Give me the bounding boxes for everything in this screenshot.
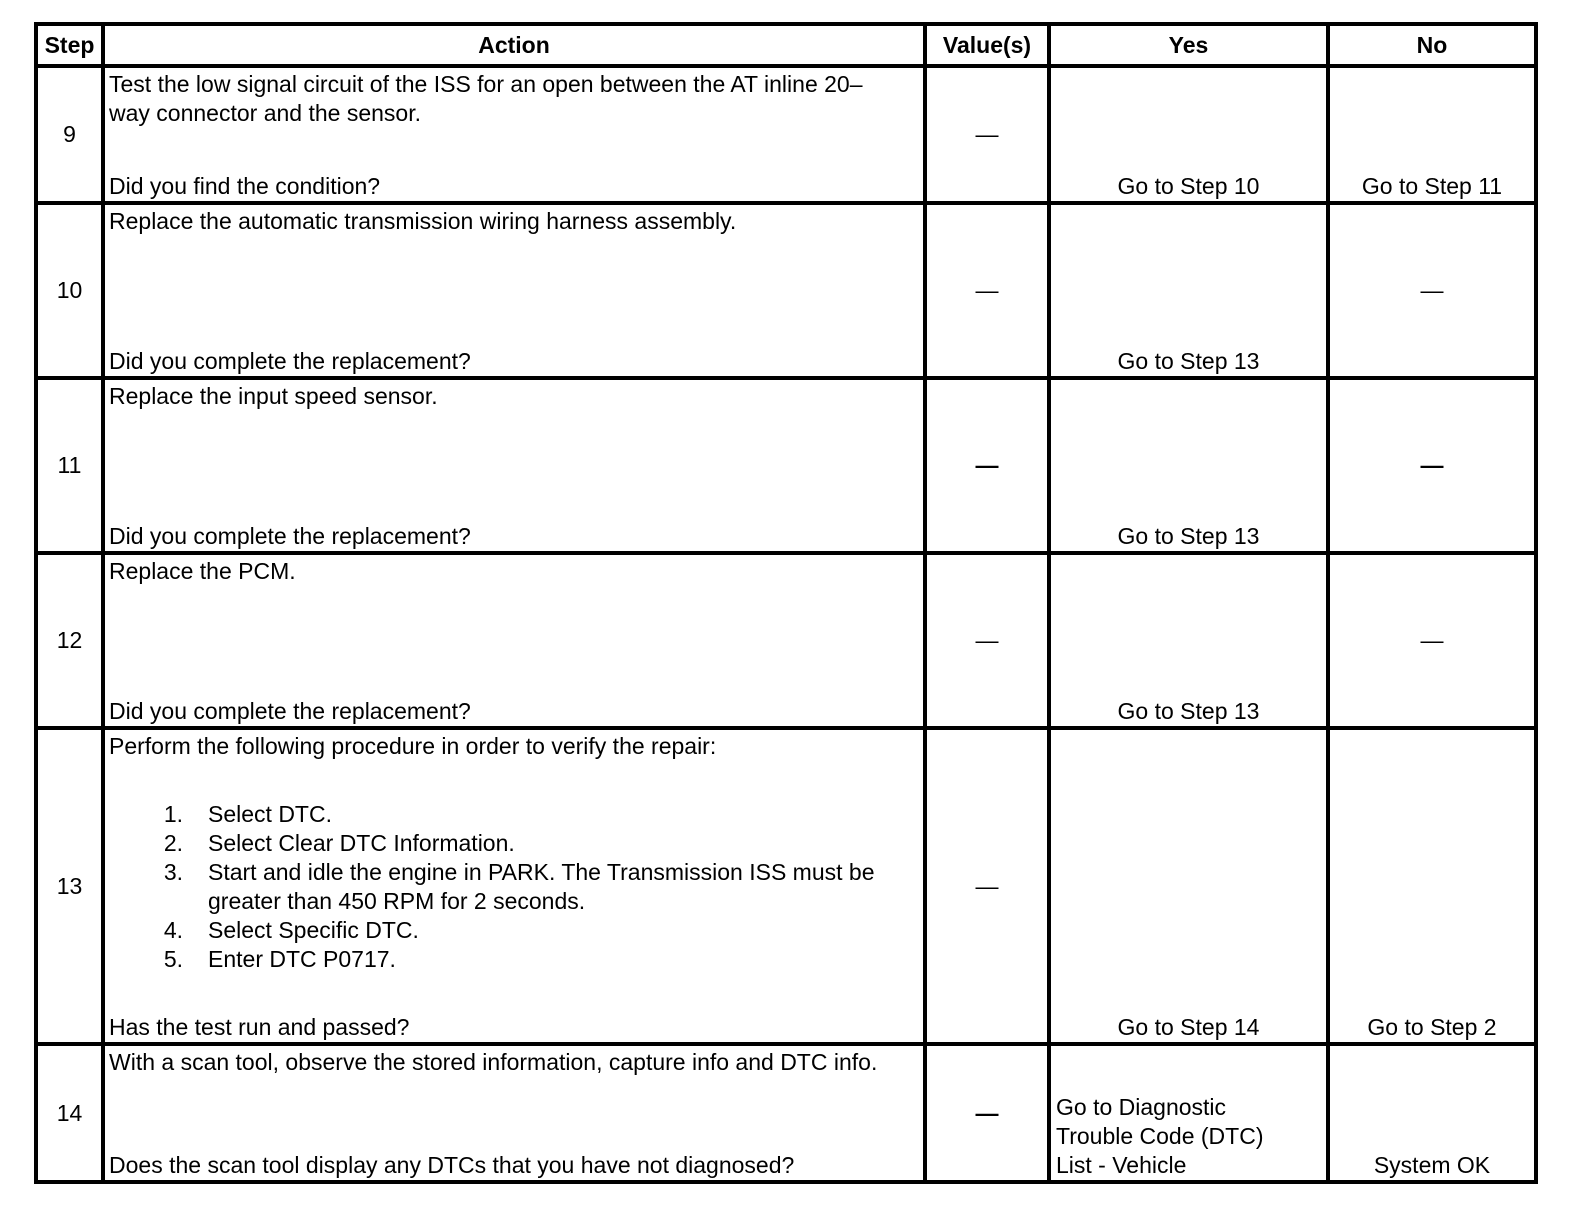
yes-cell: Go to Step 13 bbox=[1049, 553, 1328, 728]
action-text: Perform the following procedure in order to verify the repair: bbox=[109, 733, 717, 759]
value-cell: — bbox=[925, 66, 1049, 203]
no-cell: System OK bbox=[1328, 1044, 1536, 1182]
action-text: Replace the PCM. bbox=[109, 558, 296, 584]
table-row bbox=[36, 1044, 1536, 1182]
no-cell: — bbox=[1328, 553, 1536, 728]
yes-cell: Go to Step 10 bbox=[1049, 66, 1328, 203]
procedure-item bbox=[109, 858, 919, 916]
table-row bbox=[36, 728, 1536, 1044]
table-row bbox=[36, 66, 1536, 203]
header-no: No bbox=[1328, 24, 1536, 66]
procedure-item bbox=[109, 916, 919, 945]
action-question: Did you complete the replacement? bbox=[109, 348, 471, 374]
yes-cell: Go to Step 13 bbox=[1049, 378, 1328, 553]
procedure-number: 5. bbox=[163, 946, 183, 972]
header-action: Action bbox=[103, 24, 925, 66]
header-step: Step bbox=[36, 24, 103, 66]
action-text: Test the low signal circuit of the ISS for an open between the AT inline 20–way connector and the sensor. bbox=[109, 71, 863, 126]
procedure-item bbox=[109, 800, 919, 829]
yes-cell: Go to Step 13 bbox=[1049, 203, 1328, 378]
no-cell: Go to Step 2 bbox=[1328, 728, 1536, 1044]
action-text: Replace the input speed sensor. bbox=[109, 383, 438, 409]
diagnostic-table bbox=[34, 22, 1538, 1184]
action-cell bbox=[103, 203, 925, 378]
procedure-number: 4. bbox=[163, 917, 183, 943]
value-cell: — bbox=[925, 1044, 1049, 1182]
header-row bbox=[36, 24, 1536, 66]
value-cell: — bbox=[925, 553, 1049, 728]
procedure-number: 3. bbox=[163, 859, 183, 885]
procedure-text: Start and idle the engine in PARK. The Transmission ISS must be greater than 450 RPM for 2 seconds. bbox=[208, 859, 875, 914]
yes-link-text: Go to Diagnostic Trouble Code (DTC) List - Vehicle bbox=[1056, 1094, 1264, 1178]
value-cell: — bbox=[925, 203, 1049, 378]
procedure-list bbox=[109, 800, 919, 974]
table-row bbox=[36, 553, 1536, 728]
procedure-text: Select Specific DTC. bbox=[208, 917, 419, 943]
action-text: Replace the automatic transmission wiring harness assembly. bbox=[109, 208, 737, 234]
procedure-item bbox=[109, 945, 919, 974]
step-number: 13 bbox=[36, 728, 103, 1044]
action-cell bbox=[103, 1044, 925, 1182]
header-values: Value(s) bbox=[925, 24, 1049, 66]
header-yes: Yes bbox=[1049, 24, 1328, 66]
step-number: 12 bbox=[36, 553, 103, 728]
yes-cell: Go to Step 14 bbox=[1049, 728, 1328, 1044]
action-text: With a scan tool, observe the stored information, capture info and DTC info. bbox=[109, 1049, 878, 1075]
step-number: 11 bbox=[36, 378, 103, 553]
procedure-item bbox=[109, 829, 919, 858]
step-number: 10 bbox=[36, 203, 103, 378]
action-question: Has the test run and passed? bbox=[109, 1014, 410, 1040]
action-cell bbox=[103, 66, 925, 203]
value-cell: — bbox=[925, 378, 1049, 553]
procedure-text: Enter DTC P0717. bbox=[208, 946, 396, 972]
no-cell: Go to Step 11 bbox=[1328, 66, 1536, 203]
action-cell bbox=[103, 728, 925, 1044]
value-cell: — bbox=[925, 728, 1049, 1044]
procedure-number: 2. bbox=[163, 830, 183, 856]
action-question: Does the scan tool display any DTCs that you have not diagnosed? bbox=[109, 1152, 795, 1178]
action-cell bbox=[103, 378, 925, 553]
no-cell: — bbox=[1328, 203, 1536, 378]
action-cell bbox=[103, 553, 925, 728]
procedure-number: 1. bbox=[163, 801, 183, 827]
step-number: 9 bbox=[36, 66, 103, 203]
procedure-text: Select Clear DTC Information. bbox=[208, 830, 515, 856]
action-question: Did you complete the replacement? bbox=[109, 698, 471, 724]
procedure-text: Select DTC. bbox=[208, 801, 332, 827]
no-cell: — bbox=[1328, 378, 1536, 553]
table-row bbox=[36, 203, 1536, 378]
action-question: Did you complete the replacement? bbox=[109, 523, 471, 549]
yes-cell bbox=[1049, 1044, 1328, 1182]
table-row bbox=[36, 378, 1536, 553]
action-question: Did you find the condition? bbox=[109, 173, 381, 199]
step-number: 14 bbox=[36, 1044, 103, 1182]
